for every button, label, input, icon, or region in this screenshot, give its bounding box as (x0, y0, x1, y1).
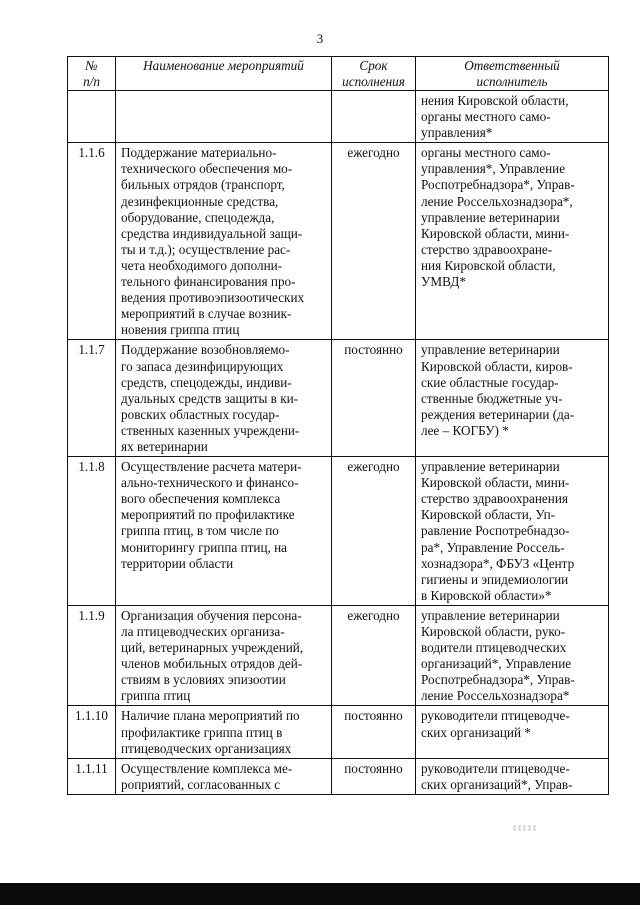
row-number (68, 91, 116, 143)
table-row (68, 340, 609, 457)
row-number: 1.1.6 (68, 143, 116, 340)
row-deadline: ежегодно (332, 143, 416, 340)
row-number: 1.1.10 (68, 706, 116, 758)
row-activity: Поддержание возобновляемо- го запаса дезинфицирующих средств, спецодежды, индиви- дуальных средств защиты в ки- ровских областных государ- ственных казенных учреждени- ях ветеринарии (116, 340, 332, 457)
table-row (68, 706, 609, 758)
row-deadline: ежегодно (332, 457, 416, 606)
table-row (68, 91, 609, 143)
row-deadline: постоянно (332, 340, 416, 457)
row-activity: Поддержание материально- технического обеспечения мо- бильных отрядов (транспорт, дезинфекционные средства, оборудование, спецодежда, средства индивидуальной защи- ты и т.д.); осуществление рас- чета необходимого дополни- тельного финансирования про- ведения противоэпизоотических мероприятий в случае возник- новения гриппа птиц (116, 143, 332, 340)
header-deadline: Срок исполнения (332, 57, 416, 91)
scan-artifact (512, 825, 538, 831)
row-responsible: управление ветеринарии Кировской области, руко- водители птицеводческих организаций*, Управление Роспотребнадзора*, Управ- ление Россельхознадзора* (416, 605, 609, 706)
row-activity: Осуществление комплекса ме- роприятий, согласованных с (116, 758, 332, 794)
row-deadline (332, 91, 416, 143)
table-header-row (68, 57, 609, 91)
row-responsible: руководители птицеводче- ских организаций * (416, 706, 609, 758)
header-responsible: Ответственный исполнитель (416, 57, 609, 91)
row-deadline: постоянно (332, 706, 416, 758)
table-row (68, 143, 609, 340)
header-number: № п/п (68, 57, 116, 91)
row-number: 1.1.8 (68, 457, 116, 606)
row-responsible: нения Кировской области, органы местного само- управления* (416, 91, 609, 143)
table-row (68, 457, 609, 606)
table-row (68, 758, 609, 794)
row-activity: Наличие плана мероприятий по профилактике гриппа птиц в птицеводческих организациях (116, 706, 332, 758)
row-number: 1.1.7 (68, 340, 116, 457)
row-activity: Осуществление расчета матери- ально-технического и финансо- вого обеспечения комплекса мероприятий по профилактике гриппа птиц, в том числе по мониторингу гриппа птиц, на территории области (116, 457, 332, 606)
table-row (68, 605, 609, 706)
row-activity (116, 91, 332, 143)
row-number: 1.1.9 (68, 605, 116, 706)
page-number: 3 (316, 31, 324, 46)
scan-bottom-edge (0, 883, 640, 905)
row-deadline: постоянно (332, 758, 416, 794)
header-activity-name: Наименование мероприятий (116, 57, 332, 91)
row-responsible: органы местного само- управления*, Управление Роспотребнадзора*, Управ- ление Россельхознадзора*, управление ветеринарии Кировской области, мини- стерство здравоохране- ния Кировской области, УМВД* (416, 143, 609, 340)
row-activity: Организация обучения персона- ла птицеводческих организа- ций, ветеринарных учреждений, членов мобильных отрядов дей- ствиям в условиях эпизоотии гриппа птиц (116, 605, 332, 706)
row-number: 1.1.11 (68, 758, 116, 794)
row-responsible: руководители птицеводче- ских организаций*, Управ- (416, 758, 609, 794)
activities-table (67, 56, 609, 795)
row-deadline: ежегодно (332, 605, 416, 706)
row-responsible: управление ветеринарии Кировской области, киров- ские областные государ- ственные бюджетные уч- реждения ветеринарии (да- лее – КОГБУ) * (416, 340, 609, 457)
row-responsible: управление ветеринарии Кировской области, мини- стерство здравоохранения Кировской области, Уп- равление Роспотребнадзо- ра*, Управление Россель- хознадзора*, ФБУЗ «Центр гигиены и эпидемиологии в Кировской области»* (416, 457, 609, 606)
